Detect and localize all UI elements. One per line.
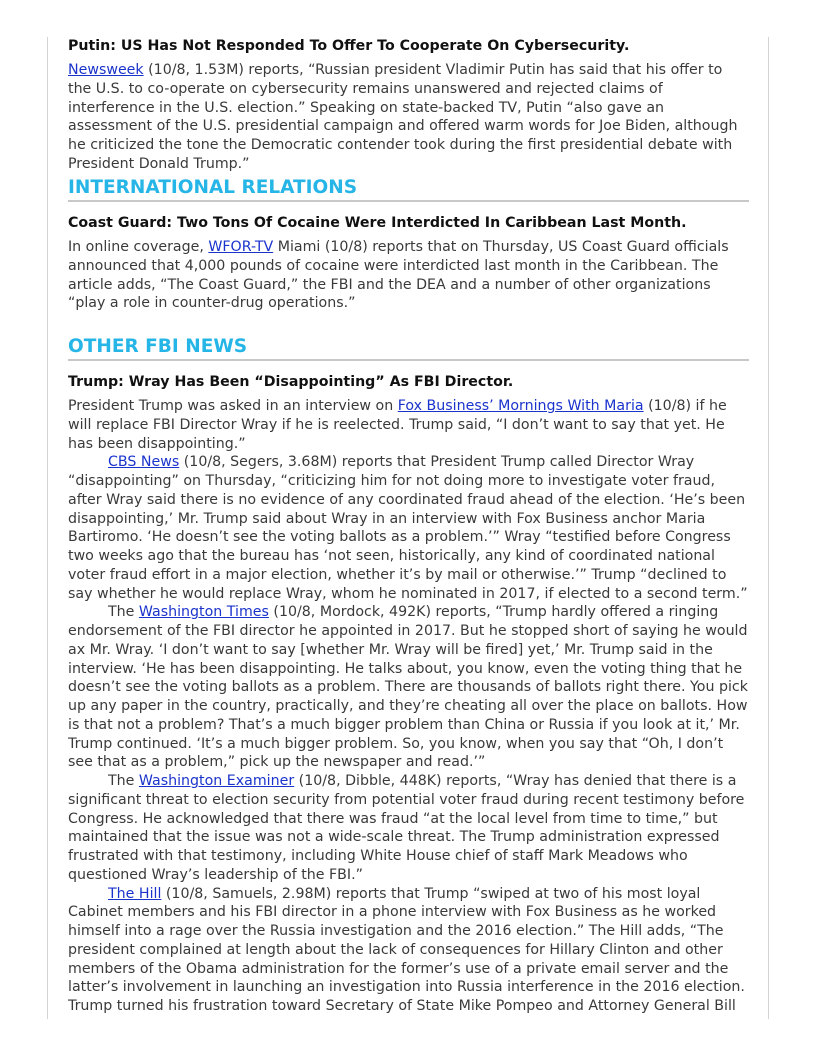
story-body bbox=[68, 238, 749, 313]
section-heading: OTHER FBI NEWS bbox=[68, 336, 749, 361]
story-lead: In online coverage, bbox=[68, 239, 209, 255]
source-link-the-hill[interactable]: The Hill bbox=[108, 885, 162, 902]
story-headline: Putin: US Has Not Responded To Offer To Cooperate On Cybersecurity. bbox=[68, 38, 630, 54]
story-text: Miami (10/8) reports that on Thursday, US Coast Guard officials announced that 4,000 pounds of cocaine were interdicted last month in the Caribbean. The article adds, “The Coast Guard,” the FBI and the DEA and a number of other organizations “play a role in counter-drug operations.” bbox=[68, 239, 729, 312]
story-trump-wray bbox=[68, 373, 749, 1016]
story-paragraph bbox=[68, 603, 749, 772]
story-text: (10/8, Dibble, 448K) reports, “Wray has denied that there is a significant threat to election security from potential voter fraud during recent testimony before Congress. He acknowledged that there was fraud “at the local level from time to time,” but maintained that the issue was not a wide-scale threat. The Trump administration expressed frustrated with that testimony, including White House chief of staff Mark Meadows who questioned Wray’s leadership of the FBI.” bbox=[68, 773, 745, 883]
section-international-relations bbox=[68, 177, 749, 202]
story-text: (10/8, Segers, 3.68M) reports that President Trump called Director Wray “disappointing” on Thursday, “criticizing him for not doing more to investigate voter fraud, after Wray said there is no evidence of any coordinated fraud ahead of the election. ‘He’s been disappointing,’ Mr. Trump said about Wray in an interview with Fox Business anchor Maria Bartiromo. ‘He doesn’t see the voting ballots as a problem.’” Wray “testified before Congress two weeks ago that the bureau has ‘not seen, historically, any kind of coordinated national voter fraud effort in a major election, whether it’s by mail or otherwise.’” Trump “declined to say whether he would replace Wray, whom he nominated in 2017, if elected to a second term.” bbox=[68, 454, 748, 602]
source-link-newsweek[interactable]: Newsweek bbox=[68, 62, 144, 78]
story-paragraph bbox=[68, 772, 749, 885]
source-link-wfor-tv[interactable]: WFOR-TV bbox=[208, 239, 274, 255]
story-paragraph bbox=[68, 453, 749, 603]
story-coast-guard bbox=[68, 214, 749, 313]
section-heading: INTERNATIONAL RELATIONS bbox=[68, 177, 749, 202]
story-paragraph bbox=[68, 885, 749, 1016]
story-text: (10/8, Samuels, 2.98M) reports that Trump “swiped at two of his most loyal Cabinet members and his FBI director in a phone interview with Fox Business as he worked himself into a rage over the Russia investigation and the 2016 election.” The Hill adds, “The president complained at length about the lack of consequences for Hillary Clinton and other members of the Obama administration for the former’s use of a private email server and the latter’s involvement in launching an investigation into Russia interference in the 2016 election. Trump turned his frustration toward Secretary of State Mike Pompeo and Attorney General Bill bbox=[68, 885, 745, 1014]
source-link-washington-times[interactable]: Washington Times bbox=[138, 604, 269, 621]
story-lead: The bbox=[108, 773, 139, 789]
story-lead: The bbox=[108, 604, 139, 621]
story-lead: President Trump was asked in an interview on bbox=[68, 398, 398, 414]
source-link-cbs-news[interactable]: CBS News bbox=[108, 454, 180, 471]
story-text: (10/8) if he will replace FBI Director Wray if he is reelected. Trump said, “I don’t want to say that yet. He has been disappointing.” bbox=[68, 398, 727, 452]
story-headline: Coast Guard: Two Tons Of Cocaine Were Interdicted In Caribbean Last Month. bbox=[68, 215, 687, 231]
story-text: (10/8, Mordock, 492K) reports, “Trump hardly offered a ringing endorsement of the FBI director he appointed in 2017. But he stopped short of saying he would ax Mr. Wray. ‘I don’t want to say [whether Mr. Wray will be fired] yet,’ Mr. Trump said in the interview. ‘He has been disappointing. He talks about, you know, even the voting thing that he doesn’t see the voting ballots as a problem. There are thousands of ballots right there. You pick up any paper in the country, practically, and they’re cheating all over the place on ballots. How is that not a problem? That’s a much bigger problem than China or Russia if you look at it,’ Mr. Trump continued. ‘It’s a much bigger problem. So, you know, when you say that “Oh, I don’t see that as a problem,” pick up the newspaper and read.’” bbox=[68, 604, 748, 771]
source-link-washington-examiner[interactable]: Washington Examiner bbox=[138, 773, 295, 789]
story-paragraph bbox=[68, 397, 749, 453]
source-link-fox-business[interactable]: Fox Business’ Mornings With Maria bbox=[397, 398, 644, 414]
story-text: (10/8, 1.53M) reports, “Russian president Vladimir Putin has said that his offer to the U.S. to co-operate on cybersecurity remains unanswered and rejected claims of interference in the U.S. election.” Speaking on state-backed TV, Putin “also gave an assessment of the U.S. presidential campaign and offered warm words for Joe Biden, although he criticized the tone the Democratic contender took during the first presidential debate with President Donald Trump.” bbox=[68, 62, 738, 172]
story-putin bbox=[68, 37, 749, 174]
story-headline: Trump: Wray Has Been “Disappointing” As FBI Director. bbox=[68, 374, 514, 390]
section-other-fbi-news bbox=[68, 336, 749, 361]
document-page bbox=[47, 37, 769, 1019]
story-body bbox=[68, 61, 749, 174]
